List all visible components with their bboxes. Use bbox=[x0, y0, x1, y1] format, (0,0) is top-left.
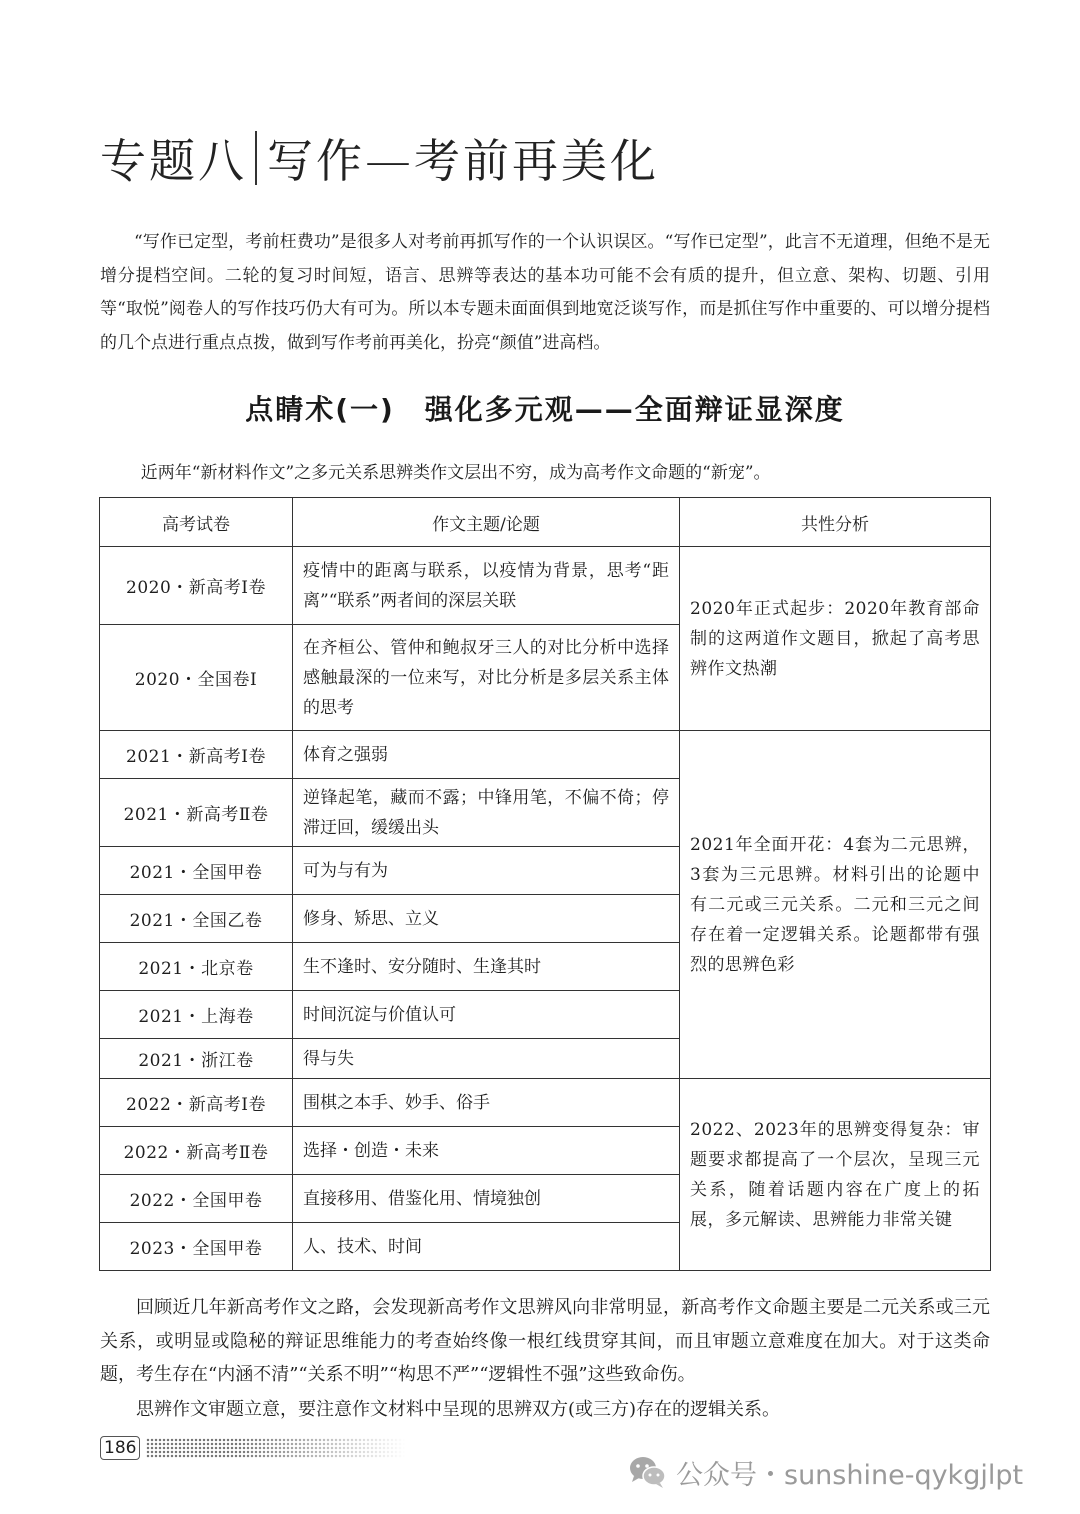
topic-cell: 体育之强弱 bbox=[293, 731, 680, 779]
table-header-row bbox=[100, 498, 991, 547]
page-title bbox=[100, 128, 659, 188]
header-topic: 作文主题/论题 bbox=[293, 498, 680, 547]
exam-paper-cell: 2021・全国甲卷 bbox=[100, 847, 293, 895]
exam-paper-cell: 2020・新高考Ⅰ卷 bbox=[100, 547, 293, 625]
topic-cell: 可为与有为 bbox=[293, 847, 680, 895]
title-divider bbox=[255, 131, 257, 185]
exam-paper-cell: 2021・新高考Ⅰ卷 bbox=[100, 731, 293, 779]
topic-cell: 生不逢时、安分随时、生逢其时 bbox=[293, 943, 680, 991]
method-paragraph: 思辨作文审题立意，要注意作文材料中呈现的思辨双方(或三方)存在的逻辑关系。 bbox=[136, 1399, 781, 1420]
watermark-text: 公众号・sunshine-qykgjlpt bbox=[676, 1459, 1024, 1491]
exam-paper-cell: 2022・新高考Ⅰ卷 bbox=[100, 1079, 293, 1127]
exam-paper-cell: 2021・浙江卷 bbox=[100, 1039, 293, 1079]
topic-cell: 在齐桓公、管仲和鲍叔牙三人的对比分析中选择感触最深的一位来写，对比分析是多层关系主体的思考 bbox=[293, 625, 680, 731]
exam-paper-cell: 2020・全国卷Ⅰ bbox=[100, 625, 293, 731]
analysis-cell: 2021年全面开花：4套为二元思辨，3套为三元思辨。材料引出的论题中有二元或三元关系。二元和三元之间存在着一定逻辑关系。论题都带有强烈的思辨色彩 bbox=[680, 731, 991, 1079]
topic-cell: 修身、矫思、立义 bbox=[293, 895, 680, 943]
topic-cell: 人、技术、时间 bbox=[293, 1223, 680, 1271]
topic-number: 专题八 bbox=[100, 134, 247, 188]
topic-title: 写作—考前再美化 bbox=[267, 134, 659, 188]
exam-paper-cell: 2023・全国甲卷 bbox=[100, 1223, 293, 1271]
table-row bbox=[100, 1079, 991, 1127]
exam-paper-cell: 2021・上海卷 bbox=[100, 991, 293, 1039]
header-analysis: 共性分析 bbox=[680, 498, 991, 547]
watermark bbox=[628, 1450, 1023, 1494]
topic-cell: 直接移用、借鉴化用、情境独创 bbox=[293, 1175, 680, 1223]
intro-paragraph: “写作已定型，考前枉费功”是很多人对考前再抓写作的一个认识误区。“写作已定型”，此言不无道理，但绝不是无增分提档空间。二轮的复习时间短，语言、思辨等表达的基本功可能不会有质的提升，但立意、架构、切题、引用等“取悦”阅卷人的写作技巧仍大有可为。所以本专题未面面俱到地宽泛谈写作，而是抓住写作中重要的、可以增分提档的几个点进行重点点拨，做到写作考前再美化，扮亮“颜值”进高档。 bbox=[100, 232, 990, 353]
exam-paper-cell: 2022・全国甲卷 bbox=[100, 1175, 293, 1223]
wechat-icon bbox=[628, 1454, 668, 1490]
page-number: 186 bbox=[100, 1436, 140, 1460]
topic-cell: 逆锋起笔，藏而不露；中锋用笔，不偏不倚；停滞迂回，缓缓出头 bbox=[293, 779, 680, 847]
analysis-cell: 2020年正式起步：2020年教育部命制的这两道作文题目，掀起了高考思辨作文热潮 bbox=[680, 547, 991, 731]
table-row bbox=[100, 731, 991, 779]
exam-topics-table bbox=[99, 497, 991, 1271]
section-lead: 近两年“新材料作文”之多元关系思辨类作文层出不穷，成为高考作文命题的“新宠”。 bbox=[140, 463, 771, 483]
exam-paper-cell: 2022・新高考Ⅱ卷 bbox=[100, 1127, 293, 1175]
header-exam-paper: 高考试卷 bbox=[100, 498, 293, 547]
page-footer bbox=[100, 1434, 406, 1462]
exam-paper-cell: 2021・北京卷 bbox=[100, 943, 293, 991]
review-paragraph: 回顾近几年新高考作文之路，会发现新高考作文思辨风向非常明显，新高考作文命题主要是二元关系或三元关系，或明显或隐秘的辩证思维能力的考查始终像一根红线贯穿其间，而且审题立意难度在加大。对于这类命题，考生存在“内涵不清”“关系不明”“构思不严”“逻辑性不强”这些致命伤。 bbox=[100, 1297, 990, 1385]
footer-dot-pattern bbox=[146, 1438, 406, 1458]
exam-paper-cell: 2021・新高考Ⅱ卷 bbox=[100, 779, 293, 847]
topic-cell: 围棋之本手、妙手、俗手 bbox=[293, 1079, 680, 1127]
analysis-cell: 2022、2023年的思辨变得复杂：审题要求都提高了一个层次，呈现三元关系，随着话题内容在广度上的拓展，多元解读、思辨能力非常关键 bbox=[680, 1079, 991, 1271]
table-row bbox=[100, 547, 991, 625]
topic-cell: 得与失 bbox=[293, 1039, 680, 1079]
exam-paper-cell: 2021・全国乙卷 bbox=[100, 895, 293, 943]
topic-cell: 疫情中的距离与联系，以疫情为背景，思考“距离”“联系”两者间的深层关联 bbox=[293, 547, 680, 625]
topic-cell: 选择・创造・未来 bbox=[293, 1127, 680, 1175]
topic-cell: 时间沉淀与价值认可 bbox=[293, 991, 680, 1039]
section-heading: 点睛术(一) 强化多元观——全面辩证显深度 bbox=[245, 393, 845, 426]
